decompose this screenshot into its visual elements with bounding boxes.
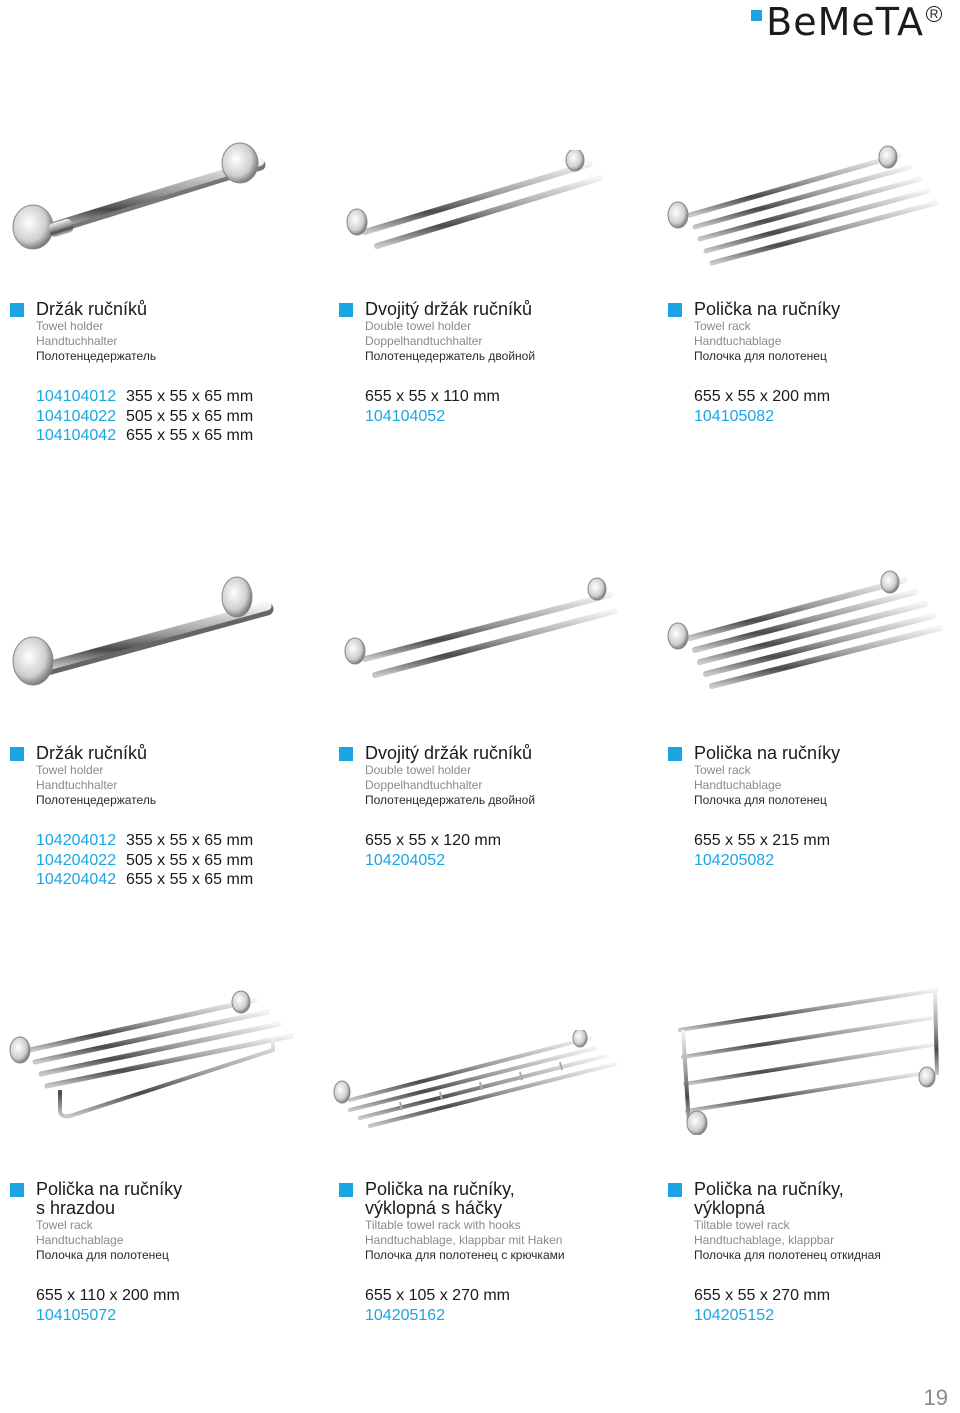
variant-row <box>36 870 336 890</box>
product-code: 104104012 <box>36 388 117 405</box>
product-code: 104204012 <box>36 832 117 849</box>
product-dimensions: 655 x 110 x 200 mm <box>36 1287 180 1304</box>
product-name-ru: Полотенцедержатель <box>36 793 157 807</box>
product-specs <box>365 831 665 870</box>
product-title: Polička na ručníky, výklopná <box>694 1179 844 1218</box>
product-code: 104205152 <box>694 1306 775 1324</box>
bullet-marker <box>339 747 353 761</box>
product-dimensions: 655 x 55 x 200 mm <box>694 388 831 405</box>
product-name-de: Handtuchablage <box>694 778 782 792</box>
product-specs <box>365 387 665 426</box>
product-dimensions: 655 x 55 x 65 mm <box>126 871 254 888</box>
product-double-towel-holder-104104052 <box>365 300 665 426</box>
product-name-de: Handtuchablage, klappbar <box>694 1233 835 1247</box>
product-name-ru: Полочка для полотенец <box>36 1248 169 1262</box>
product-dimensions: 655 x 55 x 215 mm <box>694 832 831 849</box>
product-image-double-towel-holder-2 <box>335 575 625 695</box>
product-title: Polička na ručníky <box>694 743 841 763</box>
product-name-ru: Полочка для полотенец с крючками <box>365 1248 565 1262</box>
product-specs <box>36 387 336 446</box>
product-image-tiltable-rack <box>675 985 945 1135</box>
bullet-marker <box>339 303 353 317</box>
product-title: Držák ručníků <box>36 743 148 763</box>
product-dimensions: 655 x 105 x 270 mm <box>365 1287 510 1304</box>
bullet-marker <box>10 1183 24 1197</box>
bullet-marker <box>668 747 682 761</box>
product-specs <box>694 831 960 870</box>
variant-row <box>36 426 336 446</box>
product-specs <box>694 387 960 426</box>
bullet-marker <box>668 1183 682 1197</box>
product-dimensions: 355 x 55 x 65 mm <box>126 388 254 405</box>
product-dimensions: 505 x 55 x 65 mm <box>126 407 254 425</box>
variant-row <box>36 831 336 851</box>
product-name-ru: Полотенцедержатель двойной <box>365 793 536 807</box>
product-image-towel-holder <box>5 135 285 255</box>
registered-mark: R <box>926 6 942 22</box>
product-name-de: Doppelhandtuchhalter <box>365 334 483 348</box>
product-name-en: Double towel holder <box>365 319 472 333</box>
product-image-towel-rack <box>660 145 950 275</box>
brand-name: BeMeTA <box>766 0 924 44</box>
product-name-de: Doppelhandtuchhalter <box>365 778 483 792</box>
logo-square <box>751 10 762 21</box>
product-tiltable-rack-hooks-104205162 <box>365 1180 665 1325</box>
product-name-en: Tiltable towel rack with hooks <box>365 1218 521 1232</box>
product-name-de: Handtuchhalter <box>36 778 118 792</box>
product-image-tiltable-rack-hooks <box>330 1030 630 1130</box>
product-specs <box>36 831 336 890</box>
product-title: Dvojitý držák ručníků <box>365 299 533 319</box>
product-code: 104205162 <box>365 1306 446 1324</box>
bullet-marker <box>10 747 24 761</box>
product-image-towel-rack-with-bar <box>5 990 305 1130</box>
product-name-en: Tiltable towel rack <box>694 1218 790 1232</box>
product-dimensions: 655 x 55 x 120 mm <box>365 832 502 849</box>
page-number: 19 <box>923 1385 948 1410</box>
variant-row <box>36 851 336 871</box>
product-code: 104104052 <box>365 407 446 425</box>
product-name-en: Towel rack <box>694 319 751 333</box>
product-image-towel-holder-2 <box>5 575 285 695</box>
product-specs <box>36 1286 336 1325</box>
product-name-de: Handtuchhalter <box>36 334 118 348</box>
product-name-de: Handtuchablage, klappbar mit Haken <box>365 1233 563 1247</box>
product-dimensions: 655 x 55 x 270 mm <box>694 1287 831 1304</box>
bullet-marker <box>10 303 24 317</box>
product-code: 104104022 <box>36 407 117 425</box>
product-image-double-towel-holder <box>335 150 625 260</box>
product-name-en: Towel holder <box>36 319 104 333</box>
product-title: Polička na ručníky <box>694 299 841 319</box>
product-towel-holder-104204 <box>36 744 336 890</box>
product-double-towel-holder-104204052 <box>365 744 665 870</box>
product-specs <box>365 1286 665 1325</box>
product-dimensions: 655 x 55 x 110 mm <box>365 388 500 405</box>
product-towel-holder-104104 <box>36 300 336 446</box>
product-name-en: Double towel holder <box>365 763 472 777</box>
product-towel-rack-104205082 <box>694 744 960 870</box>
product-code: 104204042 <box>36 871 117 888</box>
brand-logo <box>751 2 942 42</box>
product-towel-rack-bar-104105072 <box>36 1180 336 1325</box>
product-code: 104105072 <box>36 1306 117 1324</box>
bullet-marker <box>668 303 682 317</box>
product-code: 104205082 <box>694 851 775 869</box>
product-towel-rack-104105082 <box>694 300 960 426</box>
product-name-de: Handtuchablage <box>36 1233 124 1247</box>
product-name-ru: Полочка для полотенец <box>694 793 827 807</box>
product-title: Polička na ručníky s hrazdou <box>36 1179 183 1218</box>
product-name-en: Towel rack <box>694 763 751 777</box>
variant-row <box>36 407 336 427</box>
product-dimensions: 505 x 55 x 65 mm <box>126 851 254 869</box>
product-code: 104204022 <box>36 851 117 869</box>
product-dimensions: 355 x 55 x 65 mm <box>126 832 254 849</box>
variant-row <box>36 387 336 407</box>
product-name-ru: Полотенцедержатель <box>36 349 157 363</box>
product-name-en: Towel rack <box>36 1218 93 1232</box>
product-name-ru: Полочка для полотенец <box>694 349 827 363</box>
product-name-en: Towel holder <box>36 763 104 777</box>
product-name-ru: Полотенцедержатель двойной <box>365 349 536 363</box>
product-code: 104105082 <box>694 407 775 425</box>
product-title: Polička na ručníky, výklopná s háčky <box>365 1179 515 1218</box>
product-dimensions: 655 x 55 x 65 mm <box>126 427 254 444</box>
product-name-de: Handtuchablage <box>694 334 782 348</box>
product-specs <box>694 1286 960 1325</box>
product-code: 104104042 <box>36 427 117 444</box>
product-title: Držák ručníků <box>36 299 148 319</box>
product-code: 104204052 <box>365 851 446 869</box>
product-tiltable-rack-104205152 <box>694 1180 960 1325</box>
product-image-towel-rack-2 <box>660 570 950 700</box>
product-title: Dvojitý držák ručníků <box>365 743 533 763</box>
product-name-ru: Полочка для полотенец откидная <box>694 1248 881 1262</box>
bullet-marker <box>339 1183 353 1197</box>
